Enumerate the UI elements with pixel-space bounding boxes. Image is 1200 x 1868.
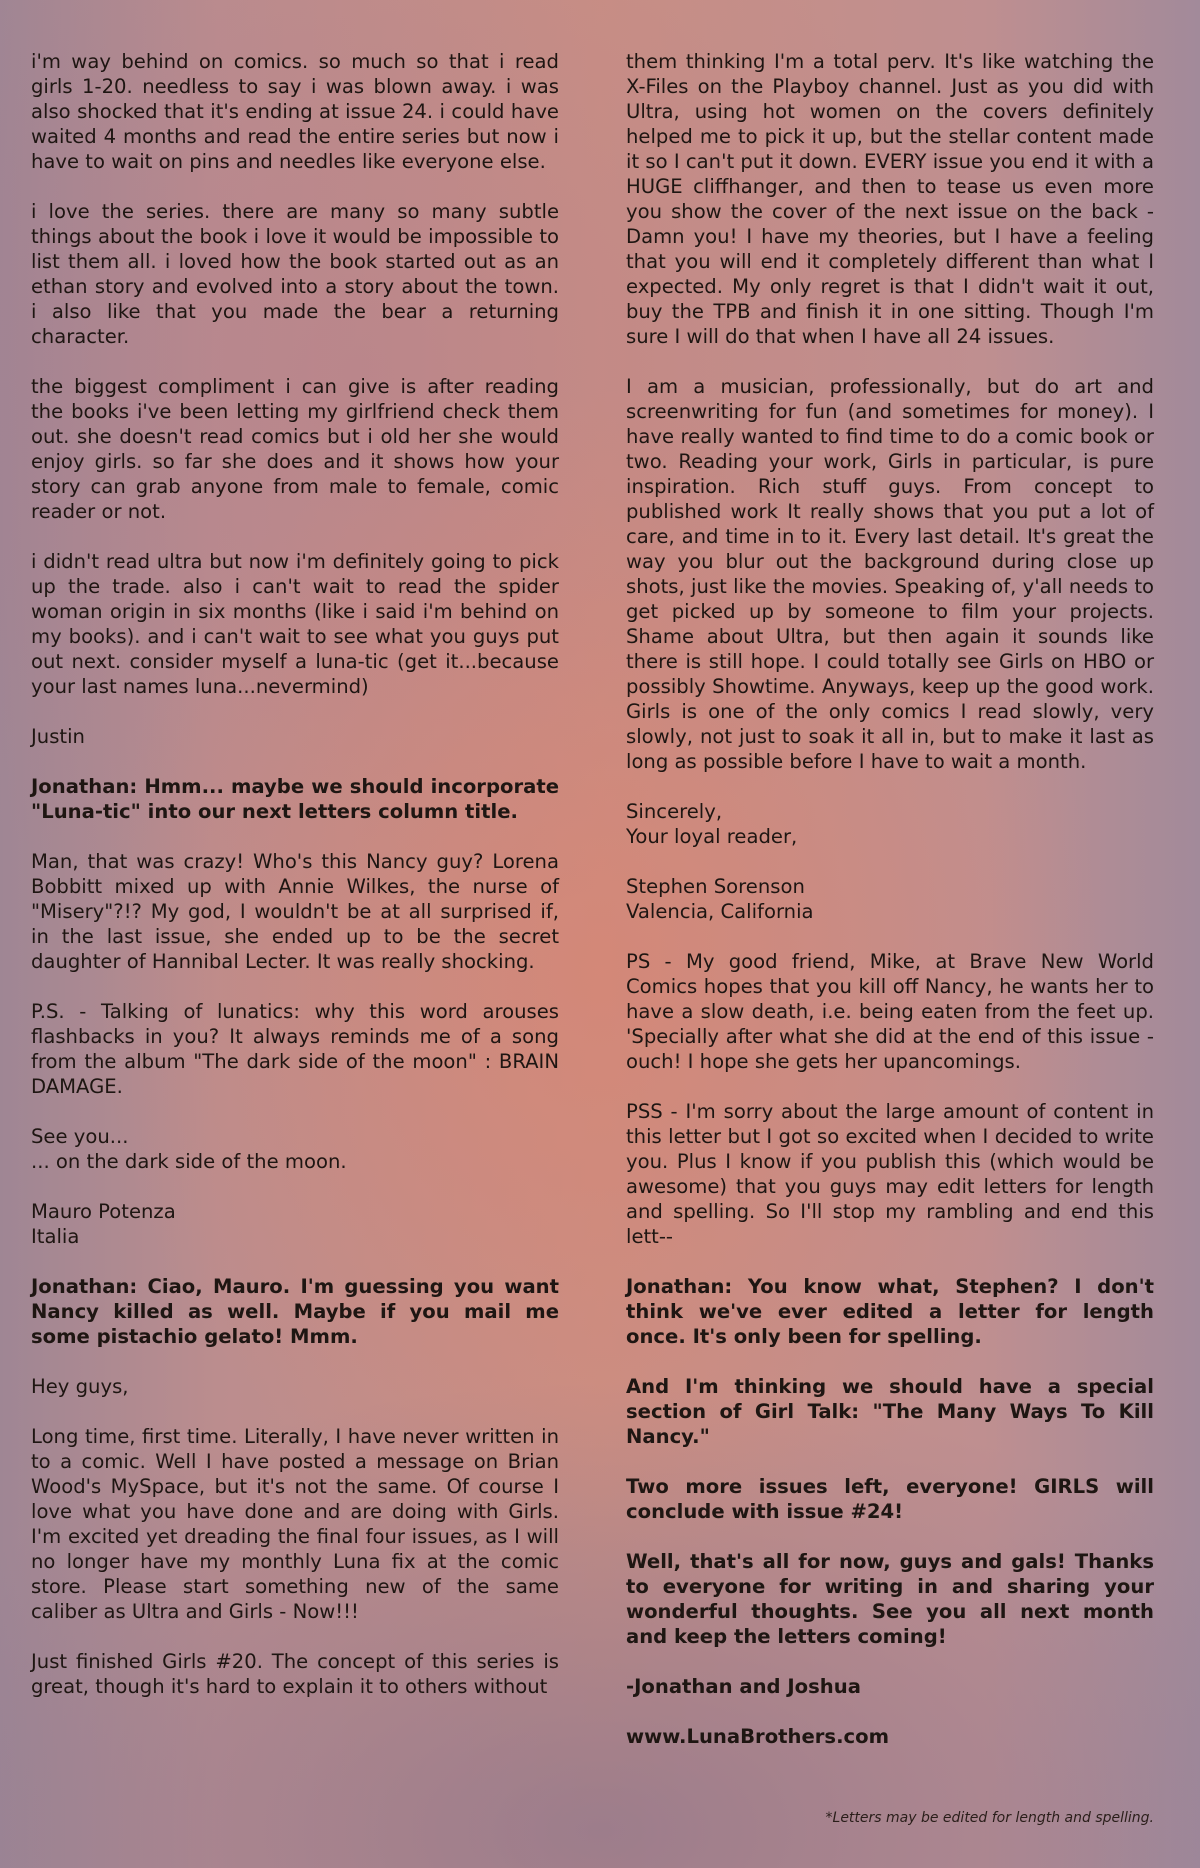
letter-signature: Stephen Sorenson (626, 875, 805, 898)
letter-paragraph: P.S. - Talking of lunatics: why this word arouses flashbacks in you? It always reminds me of a song from the album "The dark side of the moon" : BRAIN DAMAGE. (31, 1000, 559, 1098)
editor-signoff: -Jonathan and Joshua (626, 1675, 861, 1698)
letter-paragraph: Man, that was crazy! Who's this Nancy guy? Lorena Bobbitt mixed up with Annie Wilkes, the nurse of "Misery"?!? My god, I wouldn't be at all surprised if, in the last issue, she ended up to be the secret daughter of Hannibal Lecter. It was really shocking. (31, 850, 559, 973)
right-column (626, 49, 1154, 1749)
editor-reply: Jonathan: Hmm... maybe we should incorporate "Luna-tic" into our next letters column title. (31, 775, 559, 823)
letter-paragraph: i love the series. there are many so many subtle things about the book i love it would be impossible to list them all. i loved how the book started out as an ethan story and evolved into a story about the town. i also like that you made the bear a returning character. (31, 200, 559, 348)
letter-line: See you... (31, 1125, 129, 1148)
letter-paragraph: the biggest compliment i can give is after reading the books i've been letting my girlfriend check them out. she doesn't read comics but i old her she would enjoy girls. so far she does and it shows how your story can grab anyone from male to female, comic reader or not. (31, 375, 559, 523)
editor-reply: And I'm thinking we should have a special section of Girl Talk: "The Many Ways To Kill Nancy." (626, 1375, 1154, 1448)
editor-reply: Jonathan: You know what, Stephen? I don't think we've ever edited a letter for length once. It's only been for spelling. (626, 1275, 1154, 1348)
letter-paragraph: i'm way behind on comics. so much so that i read girls 1-20. needless to say i was blown away. i was also shocked that it's ending at issue 24. i could have waited 4 months and read the entire series but now i have to wait on pins and needles like everyone else. (31, 50, 559, 173)
website-link[interactable]: www.LunaBrothers.com (626, 1725, 890, 1748)
letter-postscript: PSS - I'm sorry about the large amount of content in this letter but I got so excited when I decided to write you. Plus I know if you publish this (which would be awesome) that you guys may edit letters for length and spelling. So I'll stop my rambling and end this lett-- (626, 1100, 1154, 1248)
announcement: Two more issues left, everyone! GIRLS will conclude with issue #24! (626, 1475, 1154, 1523)
closing-thanks: Well, that's all for now, guys and gals! Thanks to everyone for writing in and sharing your wonderful thoughts. See you all next month and keep the letters coming! (626, 1550, 1154, 1648)
letter-signature: Justin (31, 725, 85, 748)
editor-reply: Jonathan: Ciao, Mauro. I'm guessing you want Nancy killed as well. Maybe if you mail me some pistachio gelato! Mmm. (31, 1275, 559, 1348)
letter-paragraph: Just finished Girls #20. The concept of this series is great, though it's hard to explain it to others without (31, 1650, 559, 1698)
footnote: *Letters may be edited for length and spelling. (825, 1810, 1154, 1826)
letter-line: ... on the dark side of the moon. (31, 1150, 347, 1173)
letter-paragraph: i didn't read ultra but now i'm definitely going to pick up the trade. also i can't wait to read the spider woman origin in six months (like i said i'm behind on my books). and i can't wait to see what you guys put out next. consider myself a luna-tic (get it...because your last names luna...nevermind) (31, 550, 559, 698)
letter-location: Italia (31, 1225, 80, 1248)
letter-paragraph: them thinking I'm a total perv. It's like watching the X-Files on the Playboy channel. Just as you did with Ultra, using hot women on the covers definitely helped me to pick it up, but the stellar content made it so I can't put it down. EVERY issue you end it with a HUGE cliffhanger, and then to tease us even more you show the cover of the next issue on the back - Damn you! I have my theories, but I have a feeling that you will end it completely different than what I expected. My only regret is that I didn't wait it out, buy the TPB and finish it in one sitting. Though I'm sure I will do that when I have all 24 issues. (626, 50, 1154, 348)
letter-closing: Sincerely, (626, 800, 723, 823)
left-column (31, 49, 559, 1699)
letter-postscript: PS - My good friend, Mike, at Brave New World Comics hopes that you kill off Nancy, he wants her to have a slow death, i.e. being eaten from the feet up. 'Specially after what she did at the end of this issue - ouch! I hope she gets her upancomings. (626, 950, 1154, 1073)
letter-location: Valencia, California (626, 900, 814, 923)
letter-signature: Mauro Potenza (31, 1200, 176, 1223)
letter-greeting: Hey guys, (31, 1375, 129, 1398)
letter-paragraph: Long time, first time. Literally, I have never written in to a comic. Well I have posted a message on Brian Wood's MySpace, but it's not the same. Of course I love what you have done and are doing with Girls. I'm excited yet dreading the final four issues, as I will no longer have my monthly Luna fix at the comic store. Please start something new of the same caliber as Ultra and Girls - Now!!! (31, 1425, 559, 1623)
letter-paragraph: I am a musician, professionally, but do art and screenwriting for fun (and sometimes for money). I have really wanted to find time to do a comic book or two. Reading your work, Girls in particular, is pure inspiration. Rich stuff guys. From concept to published work It really shows that you put a lot of care, and time in to it. Every last detail. It's great the way you blur out the background during close up shots, just like the movies. Speaking of, y'all needs to get picked up by someone to film your projects. Shame about Ultra, but then again it sounds like there is still hope. I could totally see Girls on HBO or possibly Showtime. Anyways, keep up the good work. Girls is one of the only comics I read slowly, very slowly, not just to soak it all in, but to make it last as long as possible before I have to wait a month. (626, 375, 1154, 773)
letter-closing: Your loyal reader, (626, 825, 798, 848)
